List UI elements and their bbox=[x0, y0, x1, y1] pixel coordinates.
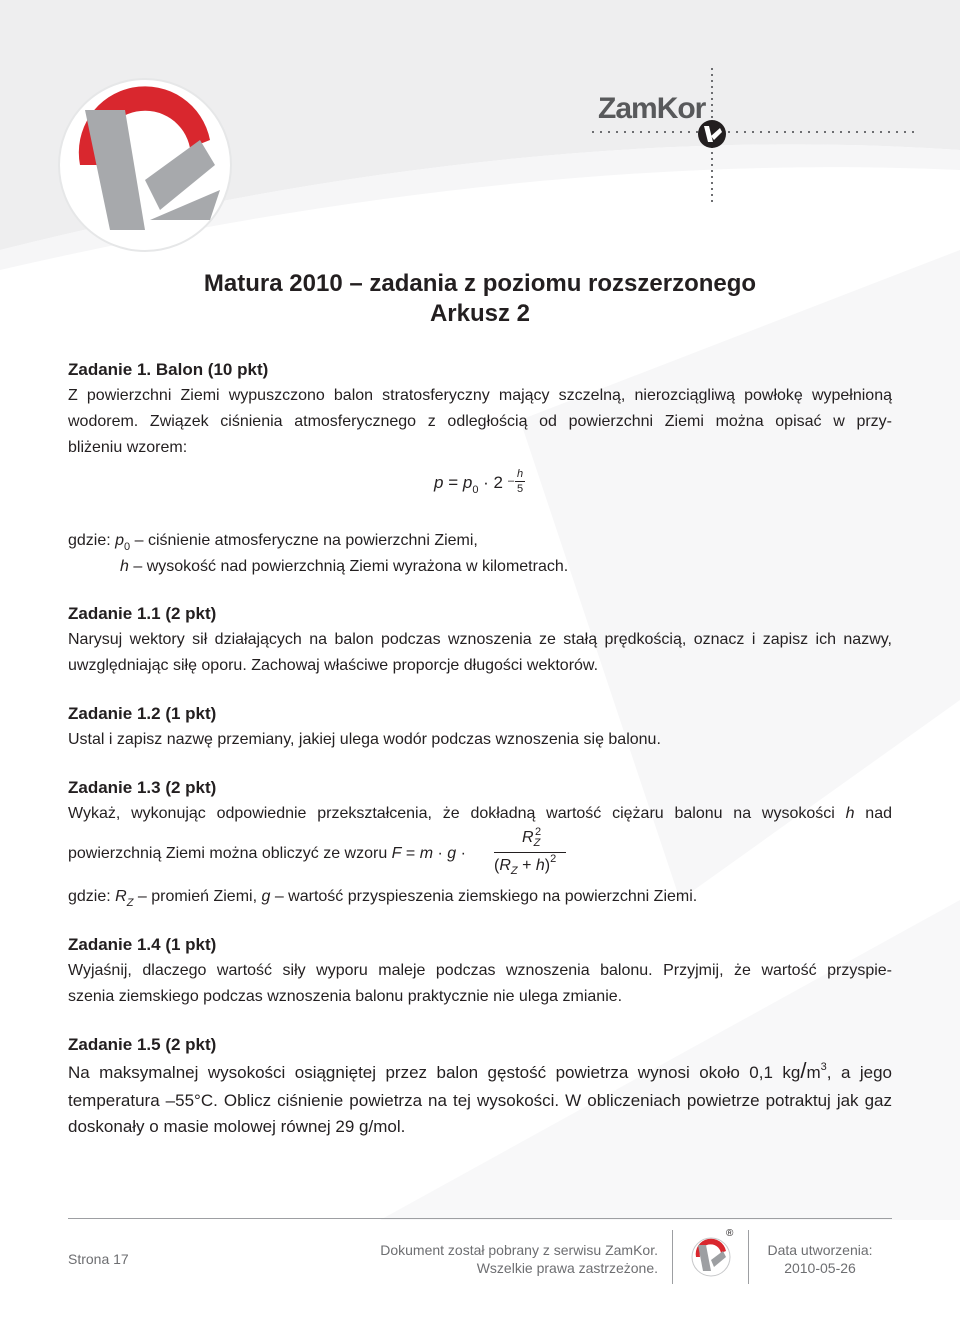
footer-rule bbox=[68, 1218, 892, 1219]
task1-where-h bbox=[120, 554, 568, 580]
den-open: ( bbox=[494, 857, 500, 874]
formula-p0: p bbox=[462, 473, 473, 492]
pressure-formula bbox=[434, 470, 503, 498]
num-sup: 2 bbox=[535, 826, 542, 838]
task1-4-heading: Zadanie 1.4 (1 pkt) bbox=[68, 935, 217, 954]
where-p: p bbox=[115, 532, 125, 549]
task1-1-text bbox=[68, 627, 892, 679]
title-line-2: Arkusz 2 bbox=[429, 300, 531, 327]
task1-5-line-1 bbox=[68, 1058, 892, 1088]
formula-F: F bbox=[391, 845, 402, 862]
task1-5-line-3: doskonały o masie molowej równej 29 g/mol. bbox=[68, 1117, 406, 1136]
exp-h: h bbox=[517, 468, 524, 480]
footer-source-line-1: Dokument został pobrany z serwisu ZamKor. bbox=[380, 1242, 658, 1258]
unit-sup: 3 bbox=[820, 1061, 827, 1073]
unit-slash: / bbox=[800, 1058, 807, 1083]
fraction-denominator bbox=[494, 853, 557, 877]
brand-dotted-lines bbox=[588, 64, 918, 204]
formula-p: p bbox=[434, 473, 444, 492]
task1-3-h: h bbox=[845, 805, 855, 822]
task1-line-1: Z powierzchni Ziemi wypuszczono balon stratosferyczny mający szczelną, nierozciągliwą powłokę wypełnioną bbox=[68, 387, 892, 404]
where-label: gdzie: bbox=[68, 532, 116, 549]
footer-source-line-2: Wszelkie prawa zastrzeżone. bbox=[476, 1260, 658, 1276]
where-p-sub: 0 bbox=[124, 541, 131, 553]
formula-F-eq: = bbox=[401, 845, 420, 862]
footer-date-value: 2010-05-26 bbox=[784, 1260, 856, 1276]
where3-R: R bbox=[115, 888, 127, 905]
title-line-1: Matura 2010 – zadania z poziomu rozszerzonego bbox=[203, 270, 757, 297]
where3-g-text: – wartość przyspieszenia ziemskiego na powierzchni Ziemi. bbox=[270, 888, 698, 905]
num-sub: Z bbox=[533, 837, 541, 849]
task1-text bbox=[68, 383, 892, 461]
den-sup: 2 bbox=[550, 853, 557, 865]
task1-3-line-1a: Wykaż, wykonując odpowiednie przekształcenia, że dokładną wartość ciężaru balonu na wysokości bbox=[68, 805, 846, 822]
formula-dot-2b: · bbox=[456, 845, 466, 862]
footer-divider-left bbox=[672, 1230, 673, 1284]
task1-line-2: wodorem. Związek ciśnienia atmosferycznego z odległością od powierzchni Ziemi można opisać w przy- bbox=[68, 413, 892, 430]
task1-4-text bbox=[68, 958, 892, 1010]
den-h: h bbox=[535, 857, 545, 874]
unit-m: m bbox=[806, 1063, 821, 1082]
task1-1-line-1: Narysuj wektory sił działających na balon podczas wznoszenia ze stałą prędkością, oznacz i zapisz ich nazwy, bbox=[68, 631, 892, 648]
where3-R-text: – promień Ziemi, bbox=[133, 888, 262, 905]
exp-minus: – bbox=[508, 475, 515, 487]
den-sub: Z bbox=[510, 865, 518, 877]
where3-g: g bbox=[261, 888, 271, 905]
formula-dot-1: · bbox=[433, 845, 448, 862]
where-h: h bbox=[120, 558, 129, 575]
formula-eq: = bbox=[443, 473, 463, 492]
task1-3-line-2 bbox=[68, 841, 466, 867]
footer-page-number: Strona 17 bbox=[68, 1251, 129, 1267]
task1-1-heading: Zadanie 1.1 (2 pkt) bbox=[68, 604, 217, 623]
footer-date bbox=[760, 1241, 880, 1277]
task1-3-line-1 bbox=[68, 801, 892, 827]
num-R: R bbox=[522, 829, 534, 846]
weight-fraction bbox=[492, 826, 568, 882]
page-title bbox=[0, 269, 960, 329]
where-p-text: – ciśnienie atmosferyczne na powierzchni Ziemi, bbox=[130, 532, 478, 549]
den-close: ) bbox=[544, 857, 551, 874]
task1-2-heading: Zadanie 1.2 (1 pkt) bbox=[68, 704, 217, 723]
footer-date-label: Data utworzenia: bbox=[767, 1242, 873, 1258]
formula-g: g bbox=[447, 845, 457, 862]
registered-mark: ® bbox=[726, 1228, 734, 1239]
task1-where-p0 bbox=[68, 528, 478, 555]
formula-dot-2: · 2 bbox=[478, 473, 503, 492]
task1-4-line-2: szenia ziemskiego podczas wznoszenia balonu praktycznie nie ulega zmianie. bbox=[68, 988, 623, 1005]
task1-3-line-1b: nad bbox=[854, 805, 893, 822]
task1-5-line-2: temperatura –55°C. Oblicz ciśnienie powietrza na tej wysokości. W obliczeniach powietrze potraktuj jak gaz bbox=[68, 1091, 892, 1110]
footer-logo-icon bbox=[690, 1236, 732, 1278]
den-plus: + bbox=[517, 857, 536, 874]
task1-5-line-1b: , a jego bbox=[826, 1063, 893, 1082]
task1-line-3: bliżeniu wzorem: bbox=[68, 439, 188, 456]
where3-label: gdzie: bbox=[68, 888, 116, 905]
formula-p0-sub: 0 bbox=[472, 484, 479, 496]
exp-5: 5 bbox=[517, 483, 524, 495]
den-R: R bbox=[499, 857, 511, 874]
footer-divider-right bbox=[748, 1230, 749, 1284]
task1-1-line-2: uwzględniając siłę oporu. Zachowaj właściwe proporcje długości wektorów. bbox=[68, 657, 599, 674]
task1-3-line-2-text: powierzchnią Ziemi można obliczyć ze wzoru bbox=[68, 845, 392, 862]
task1-4-line-1: Wyjaśnij, dlaczego wartość siły wyporu maleje podczas wznoszenia balonu. Przyjmij, że wartość przyspie- bbox=[68, 962, 892, 979]
task1-5-lines bbox=[68, 1088, 892, 1140]
task1-3-where bbox=[68, 884, 697, 911]
task1-5-heading: Zadanie 1.5 (2 pkt) bbox=[68, 1035, 217, 1054]
exp-bar bbox=[515, 481, 525, 482]
brand-kor: Kor bbox=[656, 92, 706, 125]
zamkor-emblem-logo bbox=[50, 70, 240, 260]
where3-R-sub: Z bbox=[126, 897, 134, 909]
task1-2-text: Ustal i zapisz nazwę przemiany, jakiej ulega wodór podczas wznoszenia się balonu. bbox=[68, 731, 661, 748]
task1-3-heading: Zadanie 1.3 (2 pkt) bbox=[68, 778, 217, 797]
task1-5-line-1a: Na maksymalnej wysokości osiągniętej przez balon gęstość powietrza wynosi około 0,1 kg bbox=[68, 1063, 801, 1082]
where-h-text: – wysokość nad powierzchnią Ziemi wyrażona w kilometrach. bbox=[128, 558, 569, 575]
brand-zam: Zam bbox=[598, 92, 657, 125]
footer-source bbox=[340, 1241, 658, 1277]
formula-m: m bbox=[419, 845, 434, 862]
fraction-numerator bbox=[522, 828, 540, 849]
task1-heading: Zadanie 1. Balon (10 pkt) bbox=[68, 360, 269, 379]
